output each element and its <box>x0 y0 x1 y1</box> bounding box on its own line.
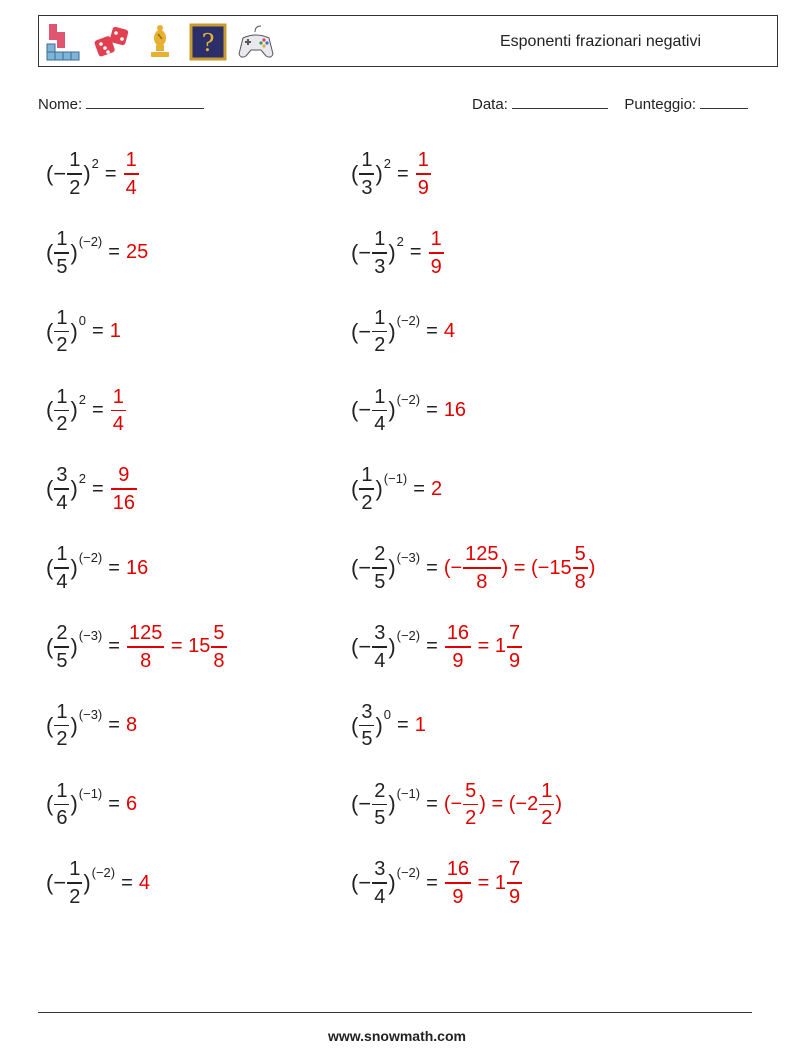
answer <box>444 858 523 908</box>
answer-text: ) = (−2 <box>479 792 539 815</box>
close-paren: ) <box>388 318 396 344</box>
open-paren: (− <box>46 870 67 896</box>
numerator: 1 <box>56 700 68 723</box>
dice-icon <box>93 22 131 62</box>
open-paren: (− <box>351 791 372 817</box>
close-paren: ) <box>388 239 396 265</box>
answer-text: = 1 <box>472 871 506 894</box>
answer <box>444 399 466 422</box>
close-paren: ) <box>70 791 78 817</box>
equals-sign: = <box>108 556 120 579</box>
denominator: 4 <box>56 491 68 514</box>
exponent: 2 <box>91 155 99 171</box>
denominator: 5 <box>56 649 68 672</box>
fraction <box>54 543 69 593</box>
open-paren: (− <box>351 318 372 344</box>
footer-divider <box>38 1012 752 1013</box>
fraction <box>54 464 69 514</box>
open-paren: ( <box>46 555 54 580</box>
fraction <box>211 622 226 672</box>
answer-text: = 1 <box>472 635 506 658</box>
answer <box>123 149 140 199</box>
denominator: 5 <box>374 807 386 830</box>
name-line[interactable] <box>86 94 204 109</box>
numerator: 1 <box>56 779 68 802</box>
answer <box>444 320 455 343</box>
exponent: (−2) <box>396 313 421 329</box>
answer <box>110 320 121 343</box>
equals-sign: = <box>426 635 438 658</box>
numerator: 1 <box>430 228 442 251</box>
close-paren: ) <box>70 239 78 265</box>
answer-text: (− <box>443 556 463 579</box>
name-field[interactable] <box>38 94 204 113</box>
fraction <box>67 858 82 908</box>
denominator: 4 <box>374 649 386 672</box>
numerator: 125 <box>128 622 163 645</box>
problem-item <box>46 459 138 519</box>
worksheet-header <box>38 15 778 67</box>
answer-text: 8 <box>125 714 138 737</box>
close-paren: ) <box>83 161 91 186</box>
numerator: 1 <box>374 306 386 329</box>
svg-text:?: ? <box>201 29 215 57</box>
fraction <box>111 386 126 436</box>
numerator: 2 <box>56 622 68 645</box>
answer-text: 6 <box>125 792 138 815</box>
answer-text: ) = (−15 <box>501 556 572 579</box>
answer-text: = 15 <box>165 635 211 658</box>
close-paren: ) <box>70 476 78 502</box>
numerator: 7 <box>508 622 521 645</box>
denominator: 2 <box>69 885 81 908</box>
exponent: (−2) <box>91 864 116 880</box>
equals-sign: = <box>108 714 120 737</box>
answer <box>126 241 148 264</box>
equals-sign: = <box>104 162 117 185</box>
numerator: 2 <box>374 779 386 802</box>
problem-item <box>351 538 595 598</box>
numerator: 1 <box>69 858 81 881</box>
problem-item <box>351 853 523 913</box>
exponent: 2 <box>396 234 404 250</box>
numerator: 3 <box>56 464 68 487</box>
answer <box>126 557 148 580</box>
fraction <box>359 464 374 514</box>
problem-item <box>46 696 137 756</box>
denominator: 2 <box>541 807 553 830</box>
fraction <box>127 622 164 672</box>
open-paren: ( <box>351 161 359 186</box>
fraction <box>124 149 139 199</box>
problem-item <box>351 774 562 834</box>
denominator: 9 <box>452 885 464 908</box>
denominator: 8 <box>574 570 586 593</box>
exponent: (−3) <box>78 628 103 644</box>
chess-bishop-icon <box>141 22 179 62</box>
problem-item <box>46 223 148 283</box>
denominator: 4 <box>112 413 124 436</box>
open-paren: ( <box>46 397 54 423</box>
numerator: 1 <box>361 149 373 172</box>
fraction <box>111 464 137 514</box>
answer <box>110 464 138 514</box>
fraction <box>372 543 387 593</box>
exponent: (−2) <box>396 391 421 407</box>
close-paren: ) <box>375 476 383 502</box>
name-label: Nome: <box>38 96 83 113</box>
numerator: 16 <box>446 858 470 881</box>
problem-item <box>351 617 523 677</box>
answer <box>139 872 150 895</box>
open-paren: ( <box>351 476 359 502</box>
numerator: 5 <box>213 622 225 645</box>
problem-item <box>351 696 426 756</box>
answer-text: ) <box>588 556 596 579</box>
denominator: 5 <box>361 728 373 751</box>
problem-item <box>46 774 137 834</box>
denominator: 9 <box>430 255 442 278</box>
answer-text: 1 <box>109 320 121 343</box>
fraction <box>372 386 387 436</box>
close-paren: ) <box>388 791 396 817</box>
equals-sign: = <box>108 635 120 658</box>
exponent: 0 <box>78 313 87 329</box>
numerator: 1 <box>56 543 68 566</box>
close-paren: ) <box>70 712 78 738</box>
denominator: 4 <box>125 176 137 199</box>
equals-sign: = <box>426 320 438 343</box>
equals-sign: = <box>426 398 438 421</box>
denominator: 3 <box>361 176 373 199</box>
answer <box>444 780 562 830</box>
denominator: 16 <box>112 491 135 514</box>
exponent: (−2) <box>78 549 103 565</box>
fraction <box>372 780 387 830</box>
problem-item <box>351 144 432 204</box>
close-paren: ) <box>375 161 383 186</box>
problem-item <box>351 459 442 519</box>
open-paren: ( <box>46 239 54 265</box>
answer <box>444 543 596 593</box>
exponent: (−3) <box>78 707 103 723</box>
denominator: 2 <box>465 807 477 830</box>
numerator: 9 <box>118 464 130 487</box>
fraction <box>445 858 471 908</box>
numerator: 1 <box>69 149 81 172</box>
open-paren: (− <box>351 633 372 659</box>
fraction <box>54 307 69 357</box>
gamepad-icon <box>237 22 275 62</box>
answer-text: 25 <box>125 241 149 264</box>
denominator: 2 <box>56 334 68 357</box>
answer <box>444 622 523 672</box>
exponent: 2 <box>78 470 87 486</box>
equals-sign: = <box>108 241 120 264</box>
score-line[interactable] <box>700 94 748 109</box>
numerator: 1 <box>56 385 68 408</box>
equals-sign: = <box>413 477 425 500</box>
problem-item <box>46 617 228 677</box>
close-paren: ) <box>70 633 78 659</box>
answer <box>110 386 127 436</box>
numerator: 3 <box>374 858 386 881</box>
problem-item <box>351 223 445 283</box>
exponent: 0 <box>383 707 392 723</box>
numerator: 5 <box>465 779 477 802</box>
fraction <box>463 543 500 593</box>
close-paren: ) <box>388 870 396 896</box>
equals-sign: = <box>92 398 104 421</box>
answer-text: 16 <box>443 398 467 421</box>
date-line[interactable] <box>512 94 608 109</box>
fraction <box>463 780 478 830</box>
fraction <box>54 386 69 436</box>
close-paren: ) <box>375 712 383 738</box>
denominator: 2 <box>69 176 81 199</box>
fraction <box>372 858 387 908</box>
denominator: 9 <box>508 649 521 672</box>
denominator: 5 <box>374 570 386 593</box>
exponent: (−1) <box>396 785 421 801</box>
close-paren: ) <box>70 397 78 423</box>
problem-item <box>351 380 466 440</box>
fraction <box>539 780 554 830</box>
exponent: (−2) <box>396 864 421 880</box>
denominator: 9 <box>508 885 521 908</box>
open-paren: (− <box>351 239 372 265</box>
equals-sign: = <box>121 871 133 894</box>
score-label: Punteggio: <box>624 96 697 113</box>
open-paren: ( <box>46 476 54 502</box>
fraction <box>372 307 387 357</box>
numerator: 3 <box>361 700 373 723</box>
question-box-icon <box>189 22 227 62</box>
answer <box>126 622 228 672</box>
numerator: 5 <box>574 543 586 566</box>
worksheet-title: Esponenti frazionari negativi <box>499 33 701 50</box>
icon-strip <box>45 20 275 64</box>
fraction <box>359 701 374 751</box>
equals-sign: = <box>92 477 104 500</box>
open-paren: (− <box>46 161 67 186</box>
numerator: 2 <box>374 543 386 566</box>
fraction <box>416 149 431 199</box>
fraction <box>54 780 69 830</box>
equals-sign: = <box>397 162 409 185</box>
answer <box>415 714 426 737</box>
answer <box>126 714 137 737</box>
exponent: (−3) <box>396 549 421 565</box>
answer-text: 4 <box>443 320 455 343</box>
problem-item <box>351 302 455 362</box>
denominator: 2 <box>374 334 386 357</box>
exponent: (−2) <box>78 234 103 250</box>
numerator: 1 <box>56 306 68 329</box>
equals-sign: = <box>409 241 422 264</box>
exponent: 2 <box>383 155 392 171</box>
open-paren: ( <box>351 712 359 738</box>
equals-sign: = <box>108 792 120 815</box>
problem-item <box>46 144 140 204</box>
problem-item <box>46 380 127 440</box>
fraction <box>54 228 69 278</box>
answer-text: (− <box>443 792 463 815</box>
open-paren: ( <box>46 712 54 738</box>
numerator: 1 <box>417 149 429 172</box>
denominator: 8 <box>213 649 225 672</box>
denominator: 8 <box>140 649 152 672</box>
denominator: 4 <box>374 413 386 436</box>
answer <box>126 793 137 816</box>
fraction <box>573 543 588 593</box>
numerator: 1 <box>56 228 68 251</box>
denominator: 2 <box>56 413 68 436</box>
answer-text: 2 <box>430 477 443 500</box>
fraction <box>54 701 69 751</box>
numerator: 1 <box>125 149 137 172</box>
numerator: 1 <box>112 385 124 408</box>
denominator: 9 <box>452 649 464 672</box>
numerator: 16 <box>446 622 470 645</box>
fraction <box>359 149 374 199</box>
answer-text: ) <box>555 792 562 815</box>
fraction <box>372 622 387 672</box>
numerator: 7 <box>508 858 521 881</box>
date-label: Data: <box>472 96 508 113</box>
numerator: 1 <box>374 228 386 251</box>
fraction <box>507 858 522 908</box>
equals-sign: = <box>92 320 104 343</box>
answer-text: 16 <box>125 556 149 579</box>
denominator: 4 <box>374 885 386 908</box>
fraction <box>67 149 82 199</box>
denominator: 3 <box>374 255 386 278</box>
numerator: 125 <box>465 543 499 566</box>
fraction <box>372 228 387 278</box>
open-paren: (− <box>351 397 372 423</box>
exponent: (−1) <box>78 785 103 801</box>
close-paren: ) <box>70 555 78 580</box>
close-paren: ) <box>388 555 396 580</box>
open-paren: ( <box>46 633 54 659</box>
answer <box>415 149 432 199</box>
footer-url: www.snowmath.com <box>328 1028 466 1044</box>
denominator: 8 <box>476 570 488 593</box>
equals-sign: = <box>426 792 438 815</box>
problem-item <box>46 853 150 913</box>
denominator: 9 <box>417 176 429 199</box>
denominator: 5 <box>56 255 68 278</box>
tetris-blocks-icon <box>45 22 83 62</box>
answer-text: 4 <box>138 871 150 894</box>
close-paren: ) <box>388 633 396 659</box>
fraction <box>54 622 69 672</box>
answer <box>431 478 442 501</box>
denominator: 2 <box>361 491 373 514</box>
denominator: 2 <box>56 728 68 751</box>
numerator: 3 <box>374 622 386 645</box>
fraction <box>429 228 444 278</box>
exponent: (−2) <box>396 628 421 644</box>
problem-item <box>46 538 148 598</box>
exponent: (−1) <box>383 470 408 486</box>
close-paren: ) <box>83 870 91 896</box>
fraction <box>507 622 522 672</box>
numerator: 1 <box>374 385 386 408</box>
exponent: 2 <box>78 391 87 407</box>
open-paren: ( <box>46 318 54 344</box>
close-paren: ) <box>70 318 78 344</box>
equals-sign: = <box>426 871 438 894</box>
answer <box>428 228 445 278</box>
equals-sign: = <box>426 556 438 579</box>
date-score-fields <box>472 94 748 113</box>
open-paren: (− <box>351 870 372 896</box>
equals-sign: = <box>397 714 409 737</box>
numerator: 1 <box>361 464 373 487</box>
problem-item <box>46 302 121 362</box>
fraction <box>445 622 471 672</box>
numerator: 1 <box>541 779 553 802</box>
answer-text: 1 <box>414 714 426 737</box>
close-paren: ) <box>388 397 396 423</box>
denominator: 4 <box>56 570 68 593</box>
open-paren: ( <box>46 791 54 817</box>
denominator: 6 <box>56 807 68 830</box>
open-paren: (− <box>351 555 372 580</box>
